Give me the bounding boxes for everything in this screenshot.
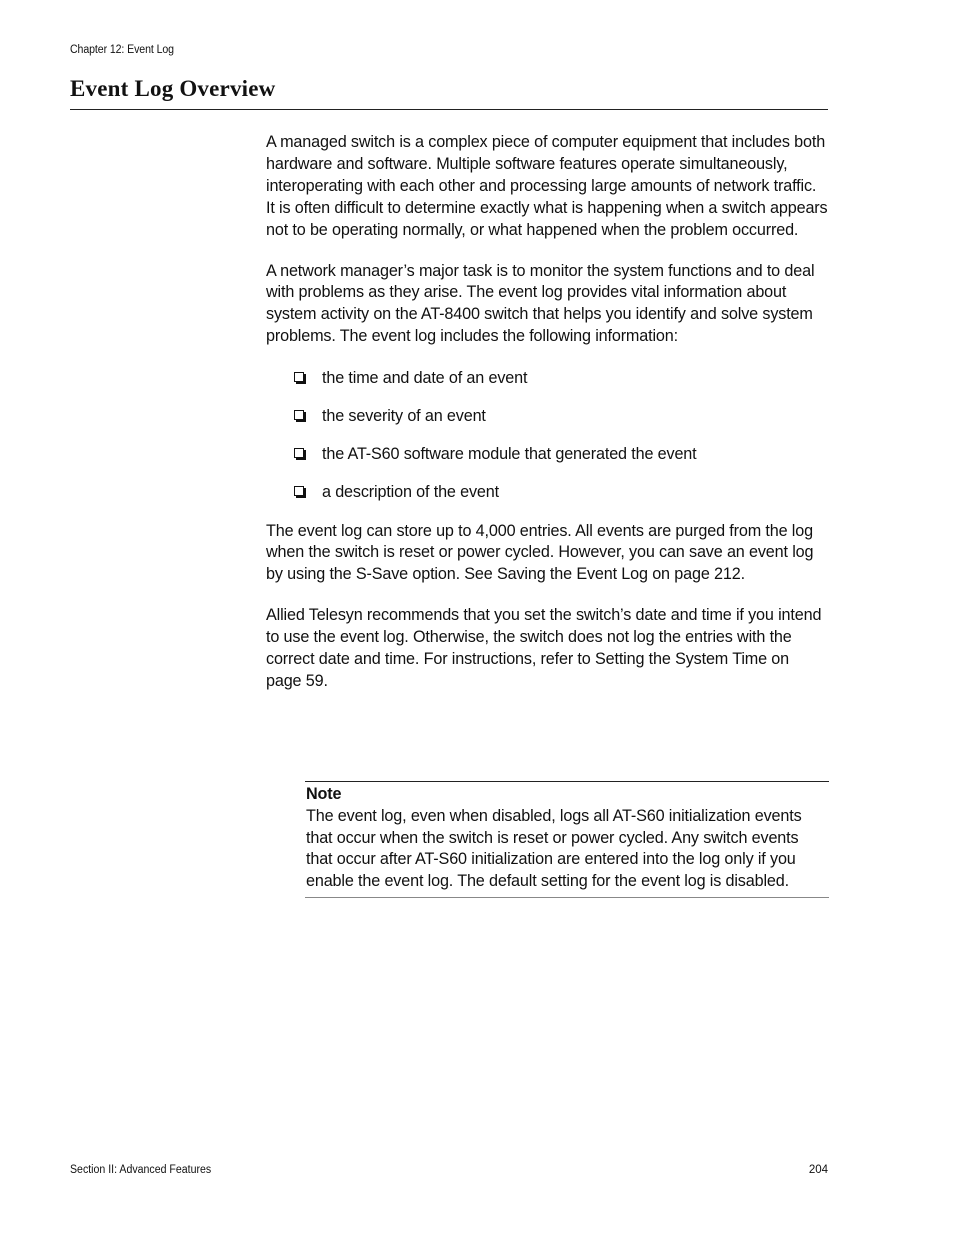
paragraph-recommendation: Allied Telesyn recommends that you set the switch’s date and time if you intend to use the event log. Otherwise, the switch does not log the entries with the correct date and time. For instructions, refer to Setting the System Time on page 59. — [266, 606, 822, 690]
list-item — [294, 481, 828, 503]
list-item — [294, 405, 828, 427]
list-item — [294, 443, 828, 465]
title-rule — [70, 109, 828, 110]
list-item-text: a description of the event — [322, 482, 499, 501]
footer-page-number: 204 — [808, 1164, 828, 1176]
info-list — [266, 367, 828, 502]
note-box — [305, 781, 829, 898]
list-item-text: the severity of an event — [322, 406, 486, 425]
list-item — [294, 367, 828, 389]
checkbox-bullet-icon — [294, 410, 304, 420]
checkbox-bullet-icon — [294, 486, 304, 496]
paragraph-network-manager: A network manager’s major task is to monitor the system functions and to deal with problems as they arise. The event log provides vital information about system activity on the AT-8400 switch that helps you identify and solve system problems. The event log includes the following information: — [266, 261, 815, 346]
running-head: Chapter 12: Event Log — [70, 44, 174, 56]
note-text: The event log, even when disabled, logs all AT-S60 initialization events that occur when the switch is reset or power cycled. Any switch events that occur after AT-S60 initialization are entered into the log only if you enable the event log. The default setting for the event log is disabled. — [306, 806, 802, 891]
footer-section-label: Section II: Advanced Features — [70, 1164, 212, 1176]
paragraph-storage: The event log can store up to 4,000 entries. All events are purged from the log when the switch is reset or power cycled. However, you can save an event log by using the S-Save option. See Saving the Event Log on page 212. — [266, 521, 814, 584]
checkbox-bullet-icon — [294, 448, 304, 458]
checkbox-bullet-icon — [294, 372, 304, 382]
paragraph-intro: A managed switch is a complex piece of computer equipment that includes both hardware and software. Multiple software features operate simultaneously, interoperating with each other and processing large amounts of network traffic. It is often difficult to determine exactly what is happening when a switch appears not to be operating normally, or what happened when the problem occurred. — [266, 133, 828, 239]
section-title: Event Log Overview — [70, 76, 276, 101]
list-item-text: the time and date of an event — [322, 369, 528, 388]
list-item-text: the AT-S60 software module that generated the event — [322, 444, 697, 463]
note-label: Note — [306, 785, 342, 803]
body-text — [266, 132, 828, 712]
